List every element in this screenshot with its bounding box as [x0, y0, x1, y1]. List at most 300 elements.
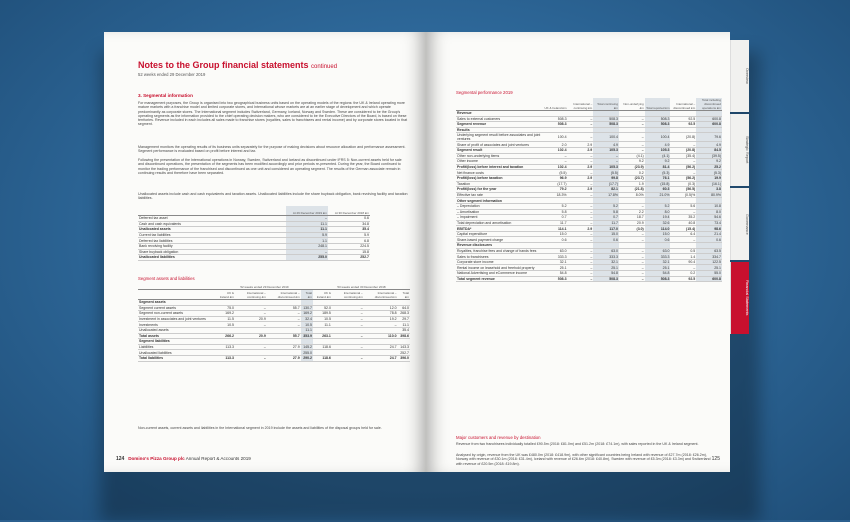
- column-header: Non-underlying £m: [619, 98, 645, 111]
- cell-value: –: [619, 259, 645, 265]
- cell-value: 0.6: [645, 237, 671, 243]
- cell-value: 11.1: [398, 322, 410, 328]
- cell-value: 92.5: [670, 116, 696, 122]
- cell-value: 63.5: [696, 248, 722, 254]
- cell-value: 353.9: [301, 333, 313, 339]
- cell-value: 32.6: [645, 220, 671, 226]
- cell-value: (4.1): [619, 153, 645, 159]
- footer-brand: Domino's Pizza Group plc: [128, 456, 185, 461]
- row-label: Cash and cash equivalents: [138, 221, 286, 227]
- section-tabs: [730, 40, 748, 336]
- table-row: [456, 133, 722, 142]
- cell-value: 2.9: [568, 164, 594, 170]
- cell-value: –: [542, 159, 568, 165]
- row-label: Segment assets: [138, 300, 216, 306]
- cell-value: 2.2: [619, 209, 645, 215]
- row-label: Current tax liabilities: [138, 232, 286, 238]
- cell-value: –: [619, 276, 645, 282]
- cell-value: 75.0: [216, 305, 235, 311]
- cell-value: 90.4: [670, 259, 696, 265]
- column-header: At 30 December 2018 £m: [328, 206, 370, 216]
- row-label: Total liabilities: [138, 355, 216, 361]
- cell-value: 508.3: [593, 276, 619, 282]
- cell-value: 100.4: [542, 133, 568, 142]
- row-label: Other income: [456, 159, 542, 165]
- cell-value: 508.3: [593, 116, 619, 122]
- cell-value: –: [619, 248, 645, 254]
- cell-value: 266.2: [216, 333, 235, 339]
- cell-value: –: [235, 355, 267, 361]
- cell-value: 600.8: [696, 116, 722, 122]
- cell-value: 76.1: [645, 175, 671, 181]
- table-header-row: [138, 206, 370, 216]
- cell-value: 113.3: [216, 355, 235, 361]
- cell-value: 508.3: [645, 116, 671, 122]
- cell-value: 54.8: [542, 271, 568, 277]
- cell-value: 508.3: [645, 122, 671, 128]
- header-spacer: [456, 98, 542, 111]
- cell-value: 25.1: [645, 265, 671, 271]
- cell-value: 79.2: [542, 187, 568, 193]
- cell-value: –: [332, 316, 364, 322]
- cell-value: 15.0: [645, 231, 671, 237]
- cell-value: (5.5): [542, 170, 568, 176]
- cell-value: 11.1: [301, 327, 313, 333]
- cell-value: –: [568, 231, 594, 237]
- cell-value: 63.0: [593, 248, 619, 254]
- cell-value: –: [568, 159, 594, 165]
- page-title-text: Notes to the Group financial statements: [138, 60, 309, 70]
- cell-value: 114.0: [645, 226, 671, 232]
- tab-overview[interactable]: Overview: [730, 40, 749, 112]
- row-label: Unallocated liabilities: [138, 255, 286, 261]
- cell-value: –: [619, 265, 645, 271]
- cell-value: 118.6: [313, 355, 332, 361]
- cell-value: –: [568, 116, 594, 122]
- row-label: Underlying segment result before associates and joint ventures: [457, 133, 541, 142]
- tab-strategic-report[interactable]: Strategic Report: [730, 114, 749, 186]
- page-subtitle: 52 weeks ended 29 December 2019: [138, 72, 206, 77]
- cell-value: 2.9: [568, 147, 594, 153]
- row-label: Deferred tax liabilities: [138, 238, 286, 244]
- row-label: Corporate store income: [456, 259, 542, 265]
- column-header: Total continuing £m: [593, 98, 619, 111]
- cell-value: (20.8): [670, 133, 696, 142]
- cell-value: 333.3: [542, 254, 568, 260]
- row-label: Unallocated liabilities: [138, 350, 216, 356]
- cell-value: –: [286, 216, 328, 222]
- cell-value: –: [332, 305, 364, 311]
- row-label: Sales to external customers: [456, 116, 542, 122]
- cell-value: 11.7: [542, 220, 568, 226]
- column-header: International – continuing £m: [568, 98, 594, 111]
- cell-value: 0.6: [542, 237, 568, 243]
- cell-value: (5.3): [645, 170, 671, 176]
- cell-value: 255.0: [301, 350, 313, 356]
- column-header: Total £m: [301, 290, 313, 300]
- column-header: UK & Ireland £m: [216, 290, 235, 300]
- table-row: [138, 255, 370, 261]
- page-footer: [116, 456, 251, 462]
- cell-value: 32.1: [645, 259, 671, 265]
- cell-value: 9.2: [619, 159, 645, 165]
- cell-value: 54.8: [593, 271, 619, 277]
- cell-value: 15.0: [542, 231, 568, 237]
- cell-value: 11.1: [313, 322, 332, 328]
- cell-value: 117.0: [593, 226, 619, 232]
- cell-value: 64.0: [398, 305, 410, 311]
- row-label: Segment revenue: [456, 122, 542, 128]
- column-header: At 29 December 2019 £m: [286, 206, 328, 216]
- cell-value: –: [568, 254, 594, 260]
- cell-value: 290.2: [301, 355, 313, 361]
- assets-table: [138, 284, 410, 362]
- cell-value: 54.6: [696, 215, 722, 221]
- cell-value: –: [619, 142, 645, 148]
- cell-value: 600.8: [696, 122, 722, 128]
- row-label: Share of profit of associates and joint ventures: [456, 142, 542, 148]
- cell-value: 4.9: [645, 142, 671, 148]
- row-label: Total assets: [138, 333, 216, 339]
- period-header: 53 weeks ended 30 December 2018: [313, 284, 410, 290]
- cell-value: (5.3): [696, 170, 722, 176]
- cell-value: 17.8%: [593, 192, 619, 198]
- cell-value: –: [619, 133, 645, 142]
- cell-value: –: [568, 122, 594, 128]
- cell-value: 11.7: [593, 220, 619, 226]
- tab-governance[interactable]: Governance: [730, 188, 749, 260]
- cell-value: (56.2): [670, 164, 696, 170]
- cell-value: 25.2: [696, 164, 722, 170]
- table-row: [456, 276, 722, 282]
- row-label: Segment liabilities: [138, 339, 216, 345]
- cell-value: 10.5: [216, 322, 235, 328]
- cell-value: (56.2): [670, 175, 696, 181]
- cell-value: 8.0: [696, 209, 722, 215]
- row-label: Deferred tax asset: [138, 216, 286, 222]
- cell-value: 32.4: [301, 316, 313, 322]
- cell-value: 18.3%: [542, 192, 568, 198]
- row-label: – Amortisation: [456, 209, 542, 215]
- cell-value: 100.4: [645, 133, 671, 142]
- footer-text: Annual Report & Accounts 2019: [185, 456, 251, 461]
- cell-value: 25.1: [542, 265, 568, 271]
- row-label: National Advertising and eCommerce income: [456, 271, 542, 277]
- cell-value: (0.3): [670, 181, 696, 187]
- cell-value: (16.1): [696, 181, 722, 187]
- cell-value: (15.8): [645, 181, 671, 187]
- left-page: [104, 32, 426, 472]
- cell-value: –: [235, 344, 267, 350]
- row-label: Effective tax rate: [456, 192, 542, 198]
- cell-value: –: [267, 322, 301, 328]
- right-page: [426, 32, 730, 472]
- cell-value: 35.4: [328, 227, 370, 233]
- cell-value: 6.4: [670, 231, 696, 237]
- cell-value: 5.9: [328, 232, 370, 238]
- cell-value: –: [568, 209, 594, 215]
- cell-value: 5.2: [593, 203, 619, 209]
- cell-value: 255.0: [286, 255, 328, 261]
- cell-value: 3.8: [696, 187, 722, 193]
- cell-value: 19.9: [696, 175, 722, 181]
- cell-value: 21.4: [696, 231, 722, 237]
- row-label: Investment in associates and joint ventures: [138, 316, 216, 322]
- cell-value: 84.5: [696, 147, 722, 153]
- cell-value: –: [332, 311, 364, 317]
- cell-value: (23.7): [619, 175, 645, 181]
- cell-value: 98.6: [696, 226, 722, 232]
- cell-value: 169.2: [216, 311, 235, 317]
- cell-value: –: [568, 192, 594, 198]
- column-header: International – continuing £m: [235, 290, 267, 300]
- cell-value: 27.9: [267, 355, 301, 361]
- row-label: Rental income on leasehold and freehold property: [456, 265, 542, 271]
- cell-value: 1.4: [670, 254, 696, 260]
- cell-value: 2.9: [568, 175, 594, 181]
- row-label: Total segment revenue: [456, 276, 542, 282]
- cell-value: 130.7: [301, 305, 313, 311]
- cell-value: 114.1: [542, 226, 568, 232]
- cell-value: 102.4: [542, 164, 568, 170]
- cell-value: –: [568, 170, 594, 176]
- cell-value: 2.9: [568, 142, 594, 148]
- cell-value: 27.9: [267, 344, 301, 350]
- cell-value: 5.8: [542, 209, 568, 215]
- cell-value: (21.8): [619, 187, 645, 193]
- cell-value: (3.0): [619, 226, 645, 232]
- cell-value: –: [619, 147, 645, 153]
- cell-value: –: [568, 259, 594, 265]
- page-title-suffix: continued: [311, 64, 338, 70]
- cell-value: 4.9: [593, 142, 619, 148]
- cell-value: –: [593, 159, 619, 165]
- cell-value: 100.4: [593, 133, 619, 142]
- cell-value: 118.6: [313, 344, 332, 350]
- cell-value: –: [568, 203, 594, 209]
- cell-value: 252.7: [398, 350, 410, 356]
- cell-value: 5.6: [670, 203, 696, 209]
- cell-value: 9.2: [696, 159, 722, 165]
- cell-value: (23.9): [619, 164, 645, 170]
- cell-value: 55.0: [696, 271, 722, 277]
- row-label: Investments: [138, 322, 216, 328]
- cell-value: 55.7: [267, 305, 301, 311]
- cell-value: 248.1: [286, 243, 328, 249]
- cell-value: –: [332, 355, 364, 361]
- cell-value: 35.4: [398, 327, 410, 333]
- cell-value: 1.9: [619, 181, 645, 187]
- cell-value: (15.4): [670, 226, 696, 232]
- cell-value: –: [235, 311, 267, 317]
- row-label: Capital expenditure: [456, 231, 542, 237]
- cell-value: 20.9: [235, 316, 267, 322]
- cell-value: 0.5: [670, 248, 696, 254]
- table-row: [138, 355, 410, 361]
- cell-value: 5.8: [593, 209, 619, 215]
- cell-value: –: [286, 249, 328, 255]
- cell-value: –: [670, 142, 696, 148]
- cell-value: 19.2: [364, 316, 398, 322]
- row-label: EBITDA*: [456, 226, 542, 232]
- row-label: Taxation: [456, 181, 542, 187]
- cell-value: 113.3: [216, 344, 235, 350]
- cell-value: 96.9: [542, 175, 568, 181]
- cell-value: –: [568, 237, 594, 243]
- cell-value: (17.7): [593, 181, 619, 187]
- cell-value: –: [332, 333, 364, 339]
- customers-paragraph-2: Analysed by origin, revenue from the UK was £480.0m (2018: £418.9m), with other significant countries being Ireland with revenue of £27.7m (2018: £26.2m), Norway with revenue of £30.1m (2018: £31.4m), Iceland with revenue of £26.6m (2018: £40.8m), Sweden with revenue of £5.3m (2018: £3.3m) and Switzerland with revenue of £20.5m (2018: £19.8m).: [456, 453, 711, 466]
- cell-value: 15.0: [593, 231, 619, 237]
- column-header: Total including discontinued operations £m: [696, 98, 722, 111]
- cell-value: 5.2: [645, 203, 671, 209]
- cell-value: –: [235, 305, 267, 311]
- table-header-row: [138, 290, 410, 300]
- cell-value: 169.2: [301, 311, 313, 317]
- row-label: Share-based payment charge: [456, 237, 542, 243]
- customers-paragraph-1: Revenue from two franchisees individually totalled £90.5m (2018: £81.0m) and £51.2m (2018: £74.1m), with sales reported in the UK & Ireland segment.: [456, 442, 699, 446]
- paragraph-4: Unallocated assets include cash and cash equivalents and taxation assets. Unallocated liabilities include the share buyback obligation, bank revolving facility and taxation liabilities.: [138, 192, 408, 201]
- cell-value: 12.0: [364, 305, 398, 311]
- cell-value: 10.5: [313, 316, 332, 322]
- cell-value: 5.2: [542, 203, 568, 209]
- column-header: UK & Ireland £m: [542, 98, 568, 111]
- row-label: Revenue disclosures: [456, 243, 542, 249]
- cell-value: –: [619, 122, 645, 128]
- cell-value: –: [364, 322, 398, 328]
- cell-value: 6.8: [328, 238, 370, 244]
- cell-value: –: [670, 170, 696, 176]
- cell-value: –: [619, 254, 645, 260]
- row-label: – Depreciation: [456, 203, 542, 209]
- cell-value: 11.1: [286, 221, 328, 227]
- row-label: Other non-underlying items: [456, 153, 542, 159]
- cell-value: 224.5: [328, 243, 370, 249]
- cell-value: –: [568, 220, 594, 226]
- cell-value: –: [593, 153, 619, 159]
- paragraph-2: Management monitors the operating results of its business units separately for the purpose of making decisions about resource allocation and performance assessment. Segment performance is evaluated based on profit before interest and tax.: [138, 145, 406, 154]
- cell-value: 52.0: [313, 305, 332, 311]
- page-number: 125: [711, 456, 720, 462]
- row-label: – Impairment: [456, 215, 542, 221]
- cell-value: 508.3: [542, 276, 568, 282]
- cell-value: –: [568, 248, 594, 254]
- row-label: Profit/(loss) before taxation: [456, 175, 542, 181]
- cell-value: 263.1: [313, 333, 332, 339]
- cell-value: 11.5: [216, 316, 235, 322]
- row-label: Net finance costs: [456, 170, 542, 176]
- row-label: Other segment information: [456, 198, 542, 204]
- cell-value: 2.0: [542, 142, 568, 148]
- cell-value: 19.4: [645, 215, 671, 221]
- cell-value: (0.5)%: [670, 192, 696, 198]
- cell-value: 268.3: [398, 311, 410, 317]
- cell-value: 5.9: [286, 232, 328, 238]
- cell-value: 29.7: [398, 316, 410, 322]
- row-label: Segment current assets: [138, 305, 216, 311]
- row-label: Profit/(loss) before interest and taxation: [456, 164, 542, 170]
- cell-value: 508.3: [593, 122, 619, 128]
- cell-value: –: [619, 237, 645, 243]
- cell-value: –: [568, 133, 594, 142]
- cell-value: 0.6: [328, 216, 370, 222]
- row-label: Liabilities: [138, 344, 216, 350]
- cell-value: 63.0: [645, 248, 671, 254]
- cell-value: 99.8: [593, 175, 619, 181]
- cell-value: 0.2: [619, 170, 645, 176]
- cell-value: 0.6: [696, 237, 722, 243]
- table-header-row: [456, 98, 722, 111]
- cell-value: 600.8: [696, 276, 722, 282]
- column-header: International – discontinued £m: [267, 290, 301, 300]
- row-label: Profit/(loss) for the year: [456, 187, 542, 193]
- paragraph-3: Following the presentation of the International operations in Norway, Sweden, Switzerland and Iceland as discontinued under IFRS 5: Non-current assets held for sale and discontinued operations, the presentation of the segments has been modified accordingly and prior periods re-presented. During the year, the Board continued to monitor the trading performance of the franchised and discontinued as one unit and considered an operating segment. The results of the German associate remain in continuing results and therefore have been separated.: [138, 158, 402, 175]
- cell-value: 10.5: [301, 322, 313, 328]
- cell-value: –: [619, 116, 645, 122]
- cell-value: –: [568, 265, 594, 271]
- cell-value: 110.0: [364, 333, 398, 339]
- cell-value: 105.3: [593, 164, 619, 170]
- cell-value: (4.1): [645, 153, 671, 159]
- row-label: Revenue: [456, 111, 542, 117]
- column-header: International – discontinued £m: [670, 98, 696, 111]
- column-header: UK & Ireland £m: [313, 290, 332, 300]
- cell-value: 18.7: [619, 215, 645, 221]
- cell-value: 1.1: [286, 238, 328, 244]
- cell-value: (20.8): [670, 147, 696, 153]
- cell-value: 80.9%: [696, 192, 722, 198]
- cell-value: 334.7: [696, 254, 722, 260]
- cell-value: –: [670, 209, 696, 215]
- performance-table: [456, 98, 722, 282]
- cell-value: 25.1: [593, 265, 619, 271]
- cell-value: 73.4: [696, 220, 722, 226]
- cell-value: 508.3: [542, 122, 568, 128]
- cell-value: 32.1: [542, 259, 568, 265]
- row-label: Segment result: [456, 147, 542, 153]
- cell-value: 0.2: [670, 271, 696, 277]
- cell-value: 0.6: [593, 237, 619, 243]
- cell-value: 508.3: [645, 276, 671, 282]
- cell-value: –: [568, 181, 594, 187]
- cell-value: 78.8: [364, 311, 398, 317]
- column-header: Total £m: [398, 290, 410, 300]
- cell-value: 252.7: [328, 255, 370, 261]
- cell-value: 40.8: [670, 220, 696, 226]
- cell-value: –: [568, 276, 594, 282]
- cell-value: 189.5: [313, 311, 332, 317]
- cell-value: 35.2: [670, 215, 696, 221]
- cell-value: –: [568, 153, 594, 159]
- paragraph-1: For management purposes, the Group is organised into two geographical business units based on the operating models of the regions: the UK & Ireland operating more mature markets with a franchise model and limited corporate stores, and International whose markets are at an earlier stage of development and which operate predominantly as corporate stores. The International segment includes Switzerland, Germany, Iceland, Norway and Sweden. These are considered to be the Group's operating segments as the information provided to the chief operating decision makers, who are considered to be the Executive Directors of the Board, is based on these territories. Revenue included in each includes all sales made to franchise stores (royalties, sales to franchisees and rental income) and by corporate stores located in that segment.: [138, 101, 408, 127]
- cell-value: –: [619, 271, 645, 277]
- cell-value: 32.1: [593, 259, 619, 265]
- tab-financial-statements[interactable]: Financial Statements: [730, 262, 749, 334]
- page-number: 124: [116, 456, 125, 462]
- cell-value: 508.3: [542, 116, 568, 122]
- cell-value: 63.0: [542, 248, 568, 254]
- unallocated-table: [138, 206, 370, 261]
- cell-value: 55.7: [267, 333, 301, 339]
- row-label: Sales to franchisees: [456, 254, 542, 260]
- cell-value: 24.7: [364, 355, 398, 361]
- cell-value: 143.3: [398, 344, 410, 350]
- cell-value: 25.1: [696, 265, 722, 271]
- assets-heading: Segment assets and liabilities: [138, 276, 195, 281]
- row-label: Unallocated assets: [138, 327, 216, 333]
- performance-heading: Segmental performance 2019: [456, 90, 513, 95]
- cell-value: 15.8: [328, 249, 370, 255]
